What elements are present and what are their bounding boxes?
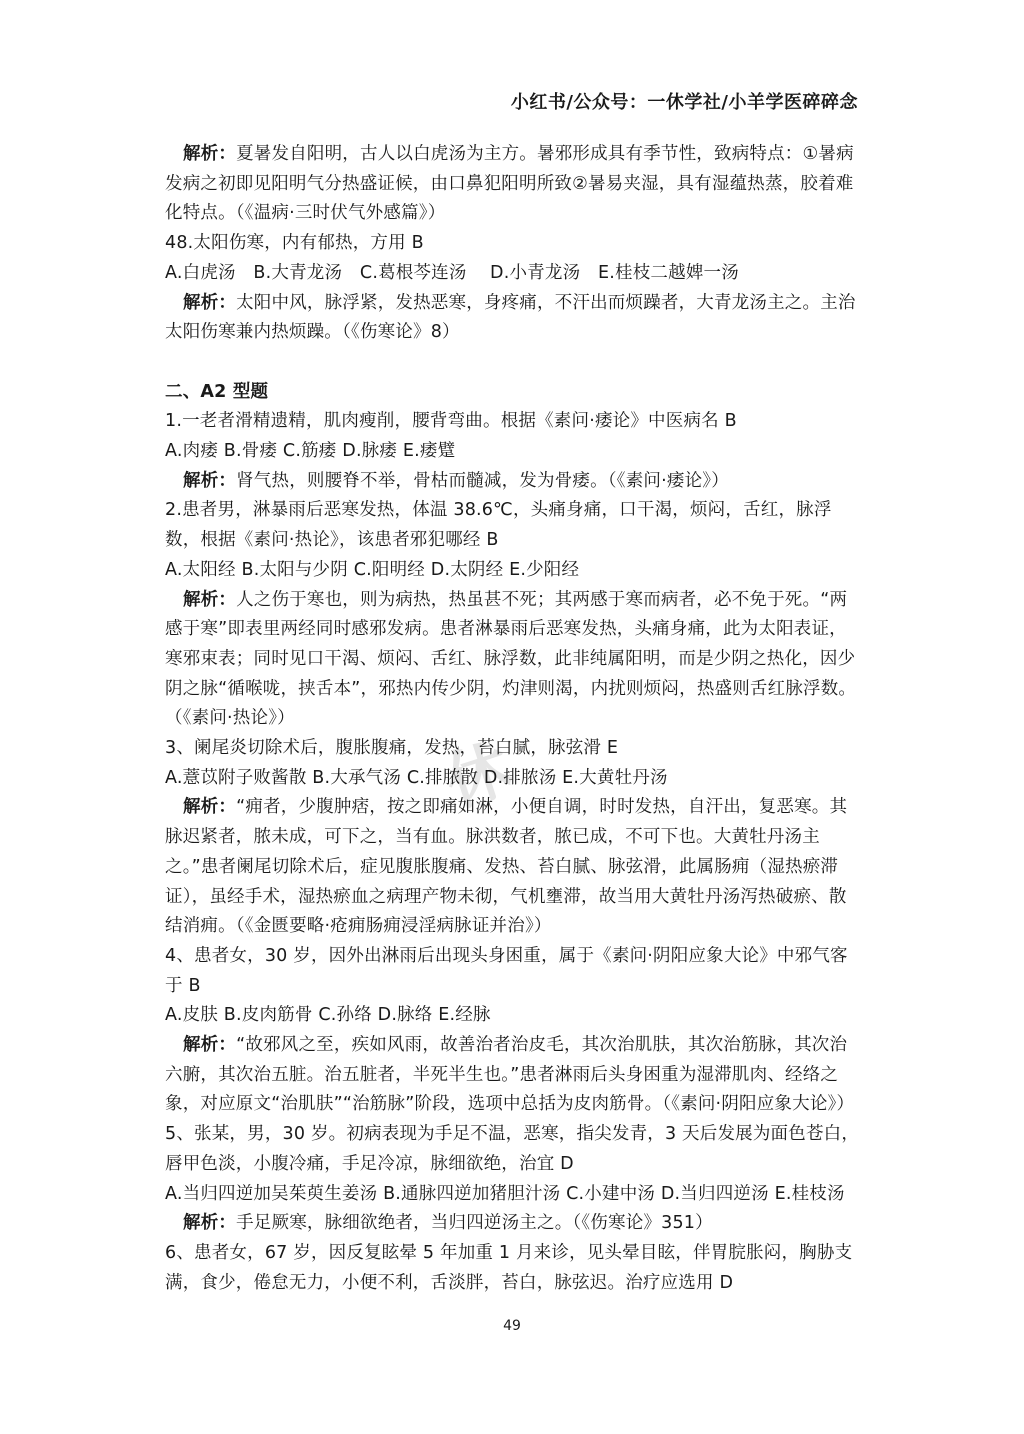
analysis-label: 解析： <box>183 1035 237 1056</box>
question-1: 1.一老者滑精遗精，肌肉瘦削，腰背弯曲。根据《素问·痿论》中医病名 B <box>165 411 737 432</box>
question-2: 2.患者男，淋暴雨后恶寒发热，体温 38.6℃，头痛身痛，口干渴，烦闷，舌红，脉浮数，根据《素问·热论》，该患者邪犯哪经 B <box>165 500 832 551</box>
page-number: 49 <box>503 1318 521 1334</box>
analysis-label: 解析： <box>183 1213 237 1234</box>
analysis-label: 解析： <box>183 470 237 491</box>
analysis-text: 夏暑发自阳明，古人以白虎汤为主方。暑邪形成具有季节性，致病特点：①暑病发病之初即见阳明气分热盛证候，由口鼻犯阳明所致②暑易夹湿，具有湿蕴热蒸，胶着难化特点。（《温病·三时伏气外感篇》） <box>165 144 854 224</box>
options-4: A.皮肤 B.皮肉筋骨 C.孙络 D.脉络 E.经脉 <box>165 1005 491 1026</box>
question-3: 3、阑尾炎切除术后，腹胀腹痛，发热，苔白腻，脉弦滑 E <box>165 738 619 759</box>
options-2: A.太阳经 B.太阳与少阴 C.阳明经 D.太阴经 E.少阳经 <box>165 559 580 580</box>
analysis-label: 解析： <box>183 589 237 610</box>
analysis-5 <box>165 1209 860 1239</box>
question-48: 48.太阳伤寒，内有郁热，方用 B <box>165 233 424 254</box>
page-header: 小红书/公众号：一休学社/小羊学医碎碎念 <box>510 92 858 113</box>
analysis-text: “痈者，少腹肿痞，按之即痛如淋，小便自调，时时发热，自汗出，复恶寒。其脉迟紧者，脓未成，可下之，当有血。脉洪数者，脓已成，不可下也。大黄牡丹汤主之。”患者阑尾切除术后，症见腹胀腹痛、发热、苔白腻、脉弦滑，此属肠痈（湿热瘀滞证），虽经手术，湿热瘀血之病理产物未彻，气机壅滞，故当用大黄牡丹汤泻热破瘀、散结消痈。（《金匮要略·疮痈肠痈浸淫病脉证并治》） <box>165 797 848 937</box>
analysis-label: 解析： <box>183 797 237 818</box>
analysis-text: 手足厥寒，脉细欲绝者，当归四逆汤主之。（《伤寒论》351） <box>236 1213 713 1234</box>
analysis-text: 人之伤于寒也，则为病热，热虽甚不死；其两感于寒而病者，必不免于死。“两感于寒”即表里两经同时感邪发病。患者淋暴雨后恶寒发热，头痛身痛，此为太阳表证，寒邪束表；同时见口干渴、烦闷、舌红、脉浮数，此非纯属阳明，而是少阴之热化，因少阴之脉“循喉咙，挟舌本”，邪热内传少阴，灼津则渴，内扰则烦闷，热盛则舌红脉浮数。（《素问·热论》） <box>165 589 857 729</box>
section-title: 二、A2 型题 <box>165 381 269 402</box>
analysis-label: 解析： <box>183 144 237 164</box>
watermark: 休 <box>436 731 521 822</box>
question-6: 6、患者女，67 岁，因反复眩晕 5 年加重 1 月来诊，见头晕目眩，伴胃脘胀闷，胸胁支满，食少，倦怠无力，小便不利，舌淡胖，苔白，脉弦迟。治疗应选用 D <box>165 1243 853 1293</box>
analysis-label: 解析： <box>183 292 237 313</box>
analysis-text: 太阳中风，脉浮紧，发热恶寒，身疼痛，不汗出而烦躁者，大青龙汤主之。主治太阳伤寒兼内热烦躁。（《伤寒论》8） <box>165 292 856 343</box>
analysis-text: 肾气热，则腰脊不举，骨枯而髓减，发为骨痿。（《素问·痿论》） <box>236 470 729 491</box>
analysis-47 <box>165 140 860 229</box>
analysis-text: “故邪风之至，疾如风雨，故善治者治皮毛，其次治肌肤，其次治筋脉，其次治六腑，其次治五脏。治五脏者，半死半生也。”患者淋雨后头身困重为湿滞肌肉、经络之象，对应原文“治肌肤”“治筋脉”阶段，选项中总括为皮肉筋骨。（《素问·阴阳应象大论》） <box>165 1035 855 1115</box>
analysis-1 <box>165 467 860 497</box>
analysis-4 <box>165 1031 860 1120</box>
question-5: 5、张某，男，30 岁。初病表现为手足不温，恶寒，指尖发青，3 天后发展为面色苍白，唇甲色淡，小腹冷痛，手足冷凉，脉细欲绝，治宜 D <box>165 1124 860 1174</box>
options-5: A.当归四逆加吴茱萸生姜汤 B.通脉四逆加猪胆汁汤 C.小建中汤 D.当归四逆汤 E.桂枝汤 <box>165 1183 845 1204</box>
options-3: A.薏苡附子败酱散 B.大承气汤 C.排脓散 D.排脓汤 E.大黄牡丹汤 <box>165 767 668 788</box>
question-4: 4、患者女，30 岁，因外出淋雨后出现头身困重，属于《素问·阴阳应象大论》中邪气客于 B <box>165 945 848 996</box>
spacer <box>165 348 860 378</box>
analysis-3 <box>165 793 860 942</box>
options-48: A.白虎汤 B.大青龙汤 C.葛根芩连汤 D.小青龙汤 E.桂枝二越婢一汤 <box>165 262 739 283</box>
analysis-2 <box>165 586 860 735</box>
page-content <box>165 140 860 1298</box>
analysis-48 <box>165 289 860 348</box>
options-1: A.肉痿 B.骨痿 C.筋痿 D.脉痿 E.痿躄 <box>165 441 456 462</box>
